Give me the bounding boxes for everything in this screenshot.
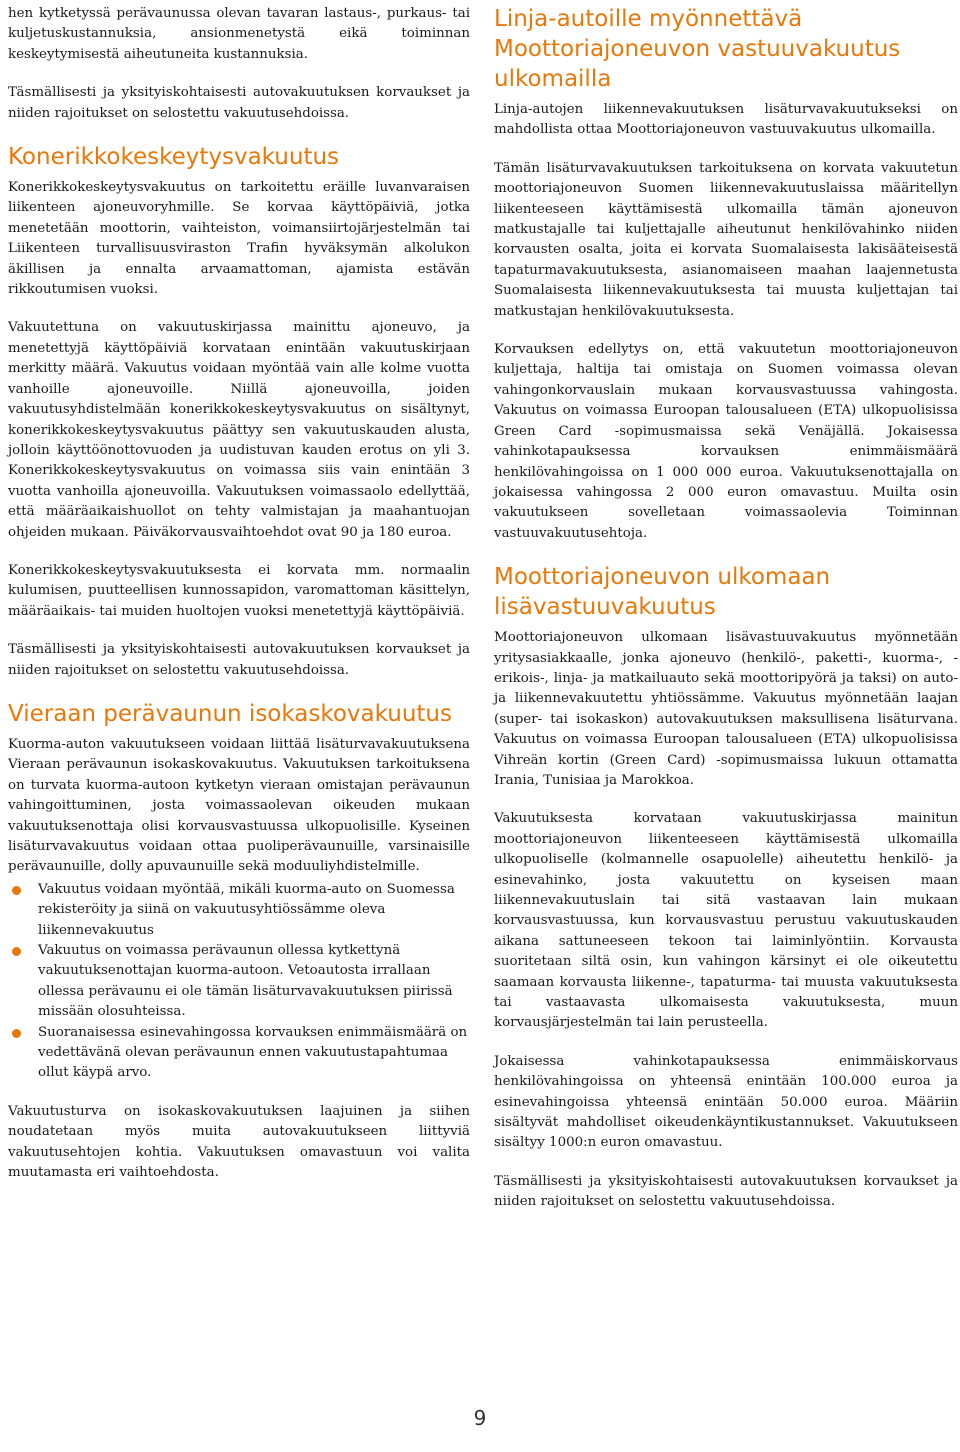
- section1-paragraph-2: Vakuutettuna on vakuutuskirjassa mainittu ajoneuvo, ja menetettyjä käyttöpäiviä korvataan enintään vakuutuskirjaan merkitty määrä. Vakuutus voidaan myöntää vain alle kolme vuotta vanhoille ajoneuvoille. Niillä ajoneuvoilla, joiden vakuutusyhdistelmään konerikkokeskeytysvakuutus on sisältynyt, konerikkokeskeytysvakuutus päättyy sen vakuutuskauden alusta, jolloin käyttöönottovuoden ja uudistuvan kauden erotus on yli 3. Konerikkokeskeytysvakuutus on voimassa siis vain enintään 3 vuotta vanhoilla ajoneuvoilla. Vakuutuksen voimassaolo edellyttää, että määräaikaishuollot on tehty valmistajan ja maahantuojan ohjeiden mukaan. Päiväkorvausvaihtoehdot ovat 90 ja 180 euroa.: [8, 320, 470, 540]
- section4-paragraph-3: Jokaisessa vahinkotapauksessa enimmäiskorvaus henkilövahingoissa on yhteensä enintään 100.000 euroa ja esinevahingoissa yhteensä enintään 50.000 euroa. Määriin sisältyvät mahdolliset oikeudenkäyntikustannukset. Vakuutukseen sisältyy 1000:n euron omavastuu.: [494, 1053, 958, 1151]
- bullet-dot-icon: [12, 886, 21, 895]
- list-item-text: Vakuutus on voimassa perävaunun ollessa kytkettynä vakuutuksenottajan kuorma-autoon. Vetoautosta irrallaan ollessa perävaunu ei ole tämän lisäturvavakuutuksen piirissä missään olosuhteissa.: [38, 943, 453, 1020]
- section-heading-vieraan-peravaunun: Vieraan perävaunun isokaskovakuutus: [8, 700, 452, 727]
- bullet-dot-icon: [12, 947, 21, 956]
- section2-paragraph-2: Vakuutusturva on isokaskovakuutuksen laajuinen ja siihen noudatetaan myös muita autovakuutukseen liittyviä vakuutusehtojen kohtia. Vakuutuksen omavastuun voi valita muutamasta eri vaihtoehdosta.: [8, 1103, 470, 1181]
- bullet-list: [8, 880, 470, 1084]
- intro-paragraph-2: Täsmällisesti ja yksityiskohtaisesti autovakuutuksen korvaukset ja niiden rajoitukset on selostettu vakuutusehdoissa.: [8, 85, 470, 121]
- section-heading-linja-autoille: Linja-autoille myönnettävä Moottoriajoneuvon vastuuvakuutus ulkomailla: [494, 6, 901, 92]
- list-item-text: Vakuutus voidaan myöntää, mikäli kuorma-auto on Suomessa rekisteröity ja siinä on vakuutusyhtiössämme oleva liikennevakuutus: [38, 881, 455, 938]
- bullet-dot-icon: [12, 1029, 21, 1038]
- section1-paragraph-1: Konerikkokeskeytysvakuutus on tarkoitettu eräille luvanvaraisen liikenteen ajoneuvoryhmille. Se korvaa käyttöpäiviä, jotka menetetään moottorin, vaihteiston, voimansiirtojärjestelmän tai Liikenteen turvallisuusviraston Trafin hyväksymän alkolukon äkillisen ja ennalta arvaamattoman, ajamista estävän rikkoutumisen vuoksi.: [8, 180, 470, 298]
- section1-paragraph-4: Täsmällisesti ja yksityiskohtaisesti autovakuutuksen korvaukset ja niiden rajoitukset on selostettu vakuutusehdoissa.: [8, 642, 470, 678]
- section-heading-ulkomaan-lisavastuuvakuutus: Moottoriajoneuvon ulkomaan lisävastuuvakuutus: [494, 564, 831, 621]
- intro-paragraph-1: hen kytketyssä perävaunussa olevan tavaran lastaus-, purkaus- tai kuljetuskustannuksia, ansionmenetystä eikä toiminnan keskeytymisestä aiheutuneita kustannuksia.: [8, 6, 470, 62]
- list-item-text: Suoranaisessa esinevahingossa korvauksen enimmäismäärä on vedettävänä olevan perävaunun ennen vakuutustapahtumaa ollut käypä arvo.: [38, 1024, 468, 1081]
- list-item: [8, 1023, 470, 1084]
- list-item: [8, 880, 470, 941]
- section-heading-konerikkokeskeytysvakuutus: Konerikkokeskeytysvakuutus: [8, 144, 340, 171]
- right-column: [494, 4, 958, 1231]
- page-number: 9: [473, 1406, 487, 1430]
- section1-paragraph-3: Konerikkokeskeytysvakuutuksesta ei korvata mm. normaalin kulumisen, puutteellisen kunnossapidon, varomattoman käsittelyn, määräaikais- tai muiden huoltojen vuoksi menetettyjä käyttöpäiviä.: [8, 562, 470, 619]
- section4-paragraph-4: Täsmällisesti ja yksityiskohtaisesti autovakuutuksen korvaukset ja niiden rajoitukset on selostettu vakuutusehdoissa.: [494, 1173, 958, 1210]
- section4-paragraph-2: Vakuutuksesta korvataan vakuutuskirjassa mainitun moottoriajoneuvon liikenteeseen käyttämisestä ulkomailla ulkopuoliselle (kolmannelle osapuolelle) aiheutettu henkilö- ja esinevahinko, josta vakuutettu on kyseisen maan liikennevakuutuslain tai sitä vastaavan lain mukaan korvausvastuussa, kun korvausvastuu perustuu vakuutuskauden aikana sattuneeseen tekoon tai laiminlyöntiin. Korvausta suoritetaan siltä osin, kun vahingon kärsinyt ei ole oikeutettu saamaan korvausta liikenne-, tapaturma- tai muusta vakuutuksesta tai vastaavasta ulkomaisesta vakuutuksesta, muun korvausjärjestelmän tai lain perusteella.: [494, 811, 958, 1031]
- section4-paragraph-1: Moottoriajoneuvon ulkomaan lisävastuuvakuutus myönnetään yritysasiakkaalle, jonka ajoneuvo (henkilö-, paketti-, kuorma-, -erikois-, linja- ja matkailuauto sekä moottoripyörä ja taksi) on auto- ja liikennevakuutettu yhtiössämme. Vakuutus myönnetään laajan (super- tai isokaskon) autovakuutuksen maksullisena lisäturvana. Vakuutus on voimassa Euroopan talousalueen (ETA) ulkopuolisissa Vihreän kortin (Green Card) -sopimusmaissa lukuun ottamatta Irania, Tunisiaa ja Marokkoa.: [494, 630, 958, 788]
- section3-paragraph-2: Tämän lisäturvavakuutuksen tarkoituksena on korvata vakuutetun moottoriajoneuvon Suomen liikennevakuutuslaissa määritellyn liikenteeseen käyttämisestä ulkomailla tämän ajoneuvon matkustajalle tai kuljettajalle aiheutunut henkilövahinko niiden korvausten osalta, joita ei korvata Suomalaisesta lakisääteisestä tapaturmavakuutuksesta, asianomaiseen maahan laajennetusta Suomalaisesta liikennevakuutuksesta tai muusta kuljettajan tai matkustajan henkilövakuutuksesta.: [494, 160, 958, 319]
- section3-paragraph-3: Korvauksen edellytys on, että vakuutetun moottoriajoneuvon kuljettaja, haltija tai omistaja on Suomen voimassa olevan vahingonkorvauslain mukaan korvausvastuussa vahingosta. Vakuutus on voimassa Euroopan talousalueen (ETA) ulkopuolisissa Green Card -sopimusmaissa sekä Venäjällä. Jokaisessa vahinkotapauksessa korvauksen enimmäismäärä henkilövahingoissa on 1 000 000 euroa. Vakuutuksenottajalla on jokaisessa vahingossa 2 000 euron omavastuu. Muilta osin vakuutukseen sovelletaan voimassaolevia Toiminnan vastuuvakuutusehtoja.: [494, 342, 958, 541]
- left-column: [8, 4, 470, 1202]
- section3-paragraph-1: Linja-autojen liikennevakuutuksen lisäturvavakuutukseksi on mahdollista ottaa Moottoriajoneuvon vastuuvakuutus ulkomailla.: [494, 102, 958, 138]
- list-item: [8, 941, 470, 1023]
- section2-paragraph-1: Kuorma-auton vakuutukseen voidaan liittää lisäturvavakuutuksena Vieraan perävaunun isokaskovakuutus. Vakuutuksen tarkoituksena on turvata kuorma-autoon kytketyn vieraan omistajan perävaunun vahingoittuminen, josta voimassaolevan oikeuden mukaan vakuutuksenottaja olisi korvausvastuussa ulkopuolisille. Kyseinen lisäturvavakuutus voidaan ottaa puoliperävaunuille, varsinaisille perävaunuille, dolly apuvaunuille sekä moduuliyhdistelmille.: [8, 736, 470, 875]
